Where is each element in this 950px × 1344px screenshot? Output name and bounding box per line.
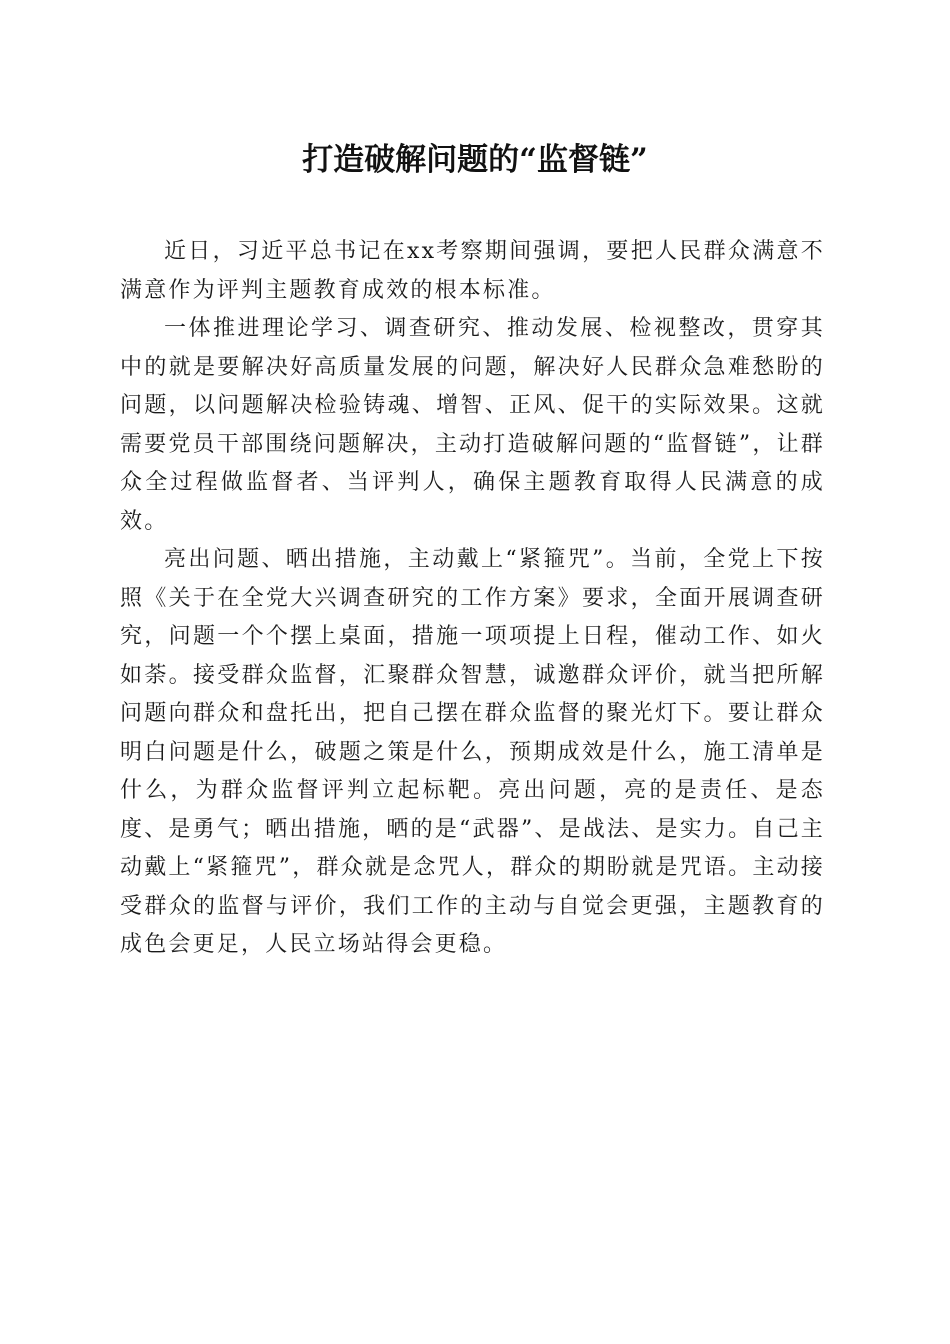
paragraph-1: 近日，习近平总书记在xx考察期间强调，要把人民群众满意不满意作为评判主题教育成效的根本标准。 [120, 239, 825, 303]
document-title: 打造破解问题的“监督链” [302, 142, 648, 178]
paragraph-3: 亮出问题、晒出措施，主动戴上“紧箍咒”。当前，全党上下按照《关于在全党大兴调查研究的工作方案》要求，全面开展调查研究，问题一个个摆上桌面，措施一项项提上日程，催动工作、如火如荼。接受群众监督，汇聚群众智慧，诚邀群众评价，就当把所解问题向群众和盘托出，把自己摆在群众监督的聚光灯下。要让群众明白问题是什么，破题之策是什么，预期成效是什么，施工清单是什么，为群众监督评判立起标靶。亮出问题，亮的是责任、是态度、是勇气；晒出措施，晒的是“武器”、是战法、是实力。自己主动戴上“紧箍咒”，群众就是念咒人，群众的期盼就是咒语。主动接受群众的监督与评价，我们工作的主动与自觉会更强，主题教育的成色会更足，人民立场站得会更稳。 [120, 547, 825, 957]
paragraph-2: 一体推进理论学习、调查研究、推动发展、检视整改，贯穿其中的就是要解决好高质量发展的问题，解决好人民群众急难愁盼的问题，以问题解决检验铸魂、增智、正风、促干的实际效果。这就需要党员干部围绕问题解决，主动打造破解问题的“监督链”，让群众全过程做监督者、当评判人，确保主题教育取得人民满意的成效。 [120, 316, 825, 534]
document-body [120, 233, 825, 965]
